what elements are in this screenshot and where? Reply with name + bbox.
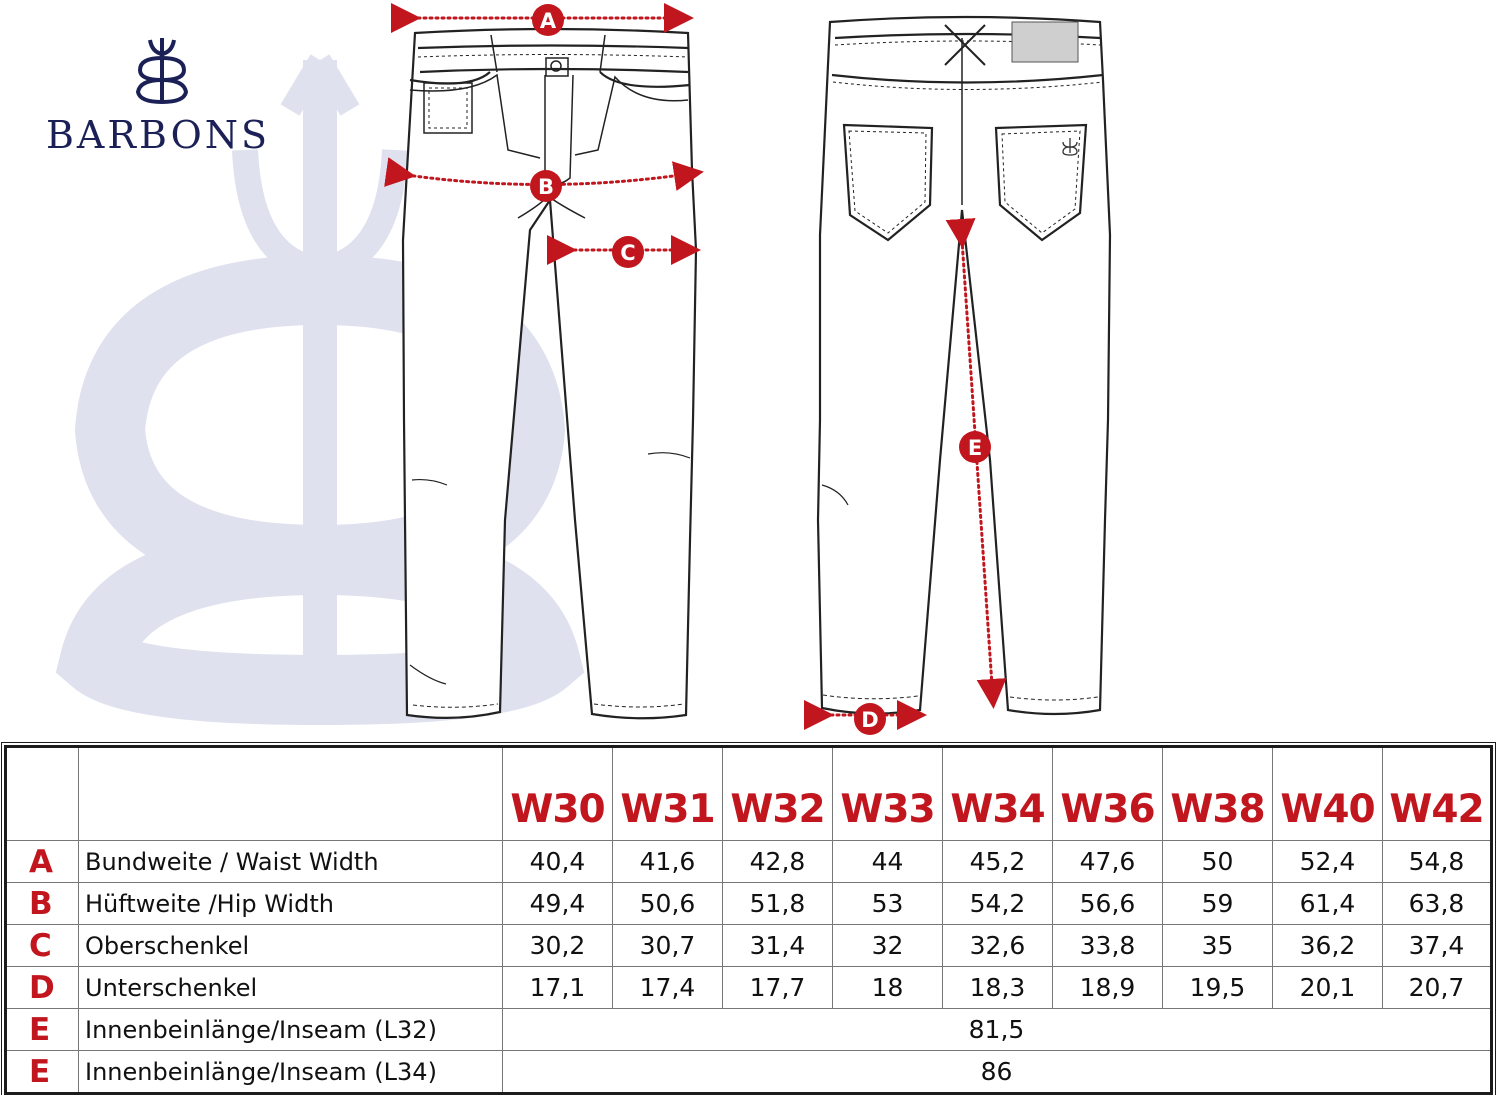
size-header: W31 bbox=[613, 747, 723, 841]
svg-text:A: A bbox=[539, 9, 557, 33]
measurement-cell: 51,8 bbox=[723, 883, 833, 925]
row-label: Unterschenkel bbox=[79, 967, 503, 1009]
measurement-cell: 20,1 bbox=[1273, 967, 1383, 1009]
measurement-cell: 50 bbox=[1163, 841, 1273, 883]
svg-text:D: D bbox=[861, 708, 879, 732]
header-empty-label bbox=[79, 747, 503, 841]
inseam-value-cell: 86 bbox=[503, 1051, 1492, 1094]
size-header: W30 bbox=[503, 747, 613, 841]
measurement-cell: 30,2 bbox=[503, 925, 613, 967]
row-label: Innenbeinlänge/Inseam (L34) bbox=[79, 1051, 503, 1094]
measurement-cell: 61,4 bbox=[1273, 883, 1383, 925]
svg-text:B: B bbox=[537, 175, 555, 199]
size-header: W33 bbox=[833, 747, 943, 841]
measurement-cell: 17,1 bbox=[503, 967, 613, 1009]
measurement-cell: 18,3 bbox=[943, 967, 1053, 1009]
measurement-cell: 59 bbox=[1163, 883, 1273, 925]
measurement-cell: 30,7 bbox=[613, 925, 723, 967]
marker-a bbox=[532, 4, 564, 36]
measurement-cell: 47,6 bbox=[1053, 841, 1163, 883]
measurement-cell: 54,2 bbox=[943, 883, 1053, 925]
table-row bbox=[6, 967, 1492, 1009]
measurement-cell: 40,4 bbox=[503, 841, 613, 883]
row-letter: C bbox=[6, 925, 79, 967]
row-label: Oberschenkel bbox=[79, 925, 503, 967]
measurement-cell: 44 bbox=[833, 841, 943, 883]
row-letter: E bbox=[6, 1009, 79, 1051]
size-header: W34 bbox=[943, 747, 1053, 841]
table-header-row bbox=[6, 747, 1492, 841]
measurement-cell: 17,4 bbox=[613, 967, 723, 1009]
measurement-cell: 56,6 bbox=[1053, 883, 1163, 925]
measurement-cell: 18 bbox=[833, 967, 943, 1009]
barbons-logo-icon bbox=[138, 38, 186, 102]
measurement-cell: 35 bbox=[1163, 925, 1273, 967]
size-header: W36 bbox=[1053, 747, 1163, 841]
row-label: Innenbeinlänge/Inseam (L32) bbox=[79, 1009, 503, 1051]
measurement-cell: 19,5 bbox=[1163, 967, 1273, 1009]
header-empty-letter bbox=[6, 747, 79, 841]
table-row-inseam bbox=[6, 1009, 1492, 1051]
table-row-inseam bbox=[6, 1051, 1492, 1094]
measurement-cell: 49,4 bbox=[503, 883, 613, 925]
measurement-cell: 20,7 bbox=[1383, 967, 1492, 1009]
measurement-cell: 18,9 bbox=[1053, 967, 1163, 1009]
row-letter: D bbox=[6, 967, 79, 1009]
measurement-cell: 45,2 bbox=[943, 841, 1053, 883]
inseam-value-cell: 81,5 bbox=[503, 1009, 1492, 1051]
marker-d bbox=[854, 703, 886, 735]
measurement-cell: 32 bbox=[833, 925, 943, 967]
row-letter: E bbox=[6, 1051, 79, 1094]
measurement-cell: 50,6 bbox=[613, 883, 723, 925]
measurement-cell: 52,4 bbox=[1273, 841, 1383, 883]
brand-name: BARBONS bbox=[46, 113, 271, 157]
measurement-cell: 33,8 bbox=[1053, 925, 1163, 967]
measurement-cell: 32,6 bbox=[943, 925, 1053, 967]
size-header: W40 bbox=[1273, 747, 1383, 841]
measurement-cell: 42,8 bbox=[723, 841, 833, 883]
row-letter: A bbox=[6, 841, 79, 883]
size-header: W38 bbox=[1163, 747, 1273, 841]
measurement-cell: 63,8 bbox=[1383, 883, 1492, 925]
svg-text:E: E bbox=[967, 436, 983, 460]
row-label: Hüftweite /Hip Width bbox=[79, 883, 503, 925]
table-row bbox=[6, 883, 1492, 925]
size-chart-table bbox=[4, 745, 1493, 1095]
marker-b bbox=[530, 170, 562, 202]
measurement-cell: 36,2 bbox=[1273, 925, 1383, 967]
svg-text:C: C bbox=[620, 241, 636, 265]
measurement-cell: 53 bbox=[833, 883, 943, 925]
table-row bbox=[6, 841, 1492, 883]
size-header: W42 bbox=[1383, 747, 1492, 841]
row-label: Bundweite / Waist Width bbox=[79, 841, 503, 883]
size-header: W32 bbox=[723, 747, 833, 841]
measurement-cell: 17,7 bbox=[723, 967, 833, 1009]
marker-e bbox=[959, 431, 991, 463]
marker-c bbox=[612, 236, 644, 268]
measurement-cell: 31,4 bbox=[723, 925, 833, 967]
measurement-cell: 37,4 bbox=[1383, 925, 1492, 967]
jeans-back-view bbox=[818, 17, 1110, 714]
table-row bbox=[6, 925, 1492, 967]
measurement-cell: 41,6 bbox=[613, 841, 723, 883]
measurement-cell: 54,8 bbox=[1383, 841, 1492, 883]
row-letter: B bbox=[6, 883, 79, 925]
